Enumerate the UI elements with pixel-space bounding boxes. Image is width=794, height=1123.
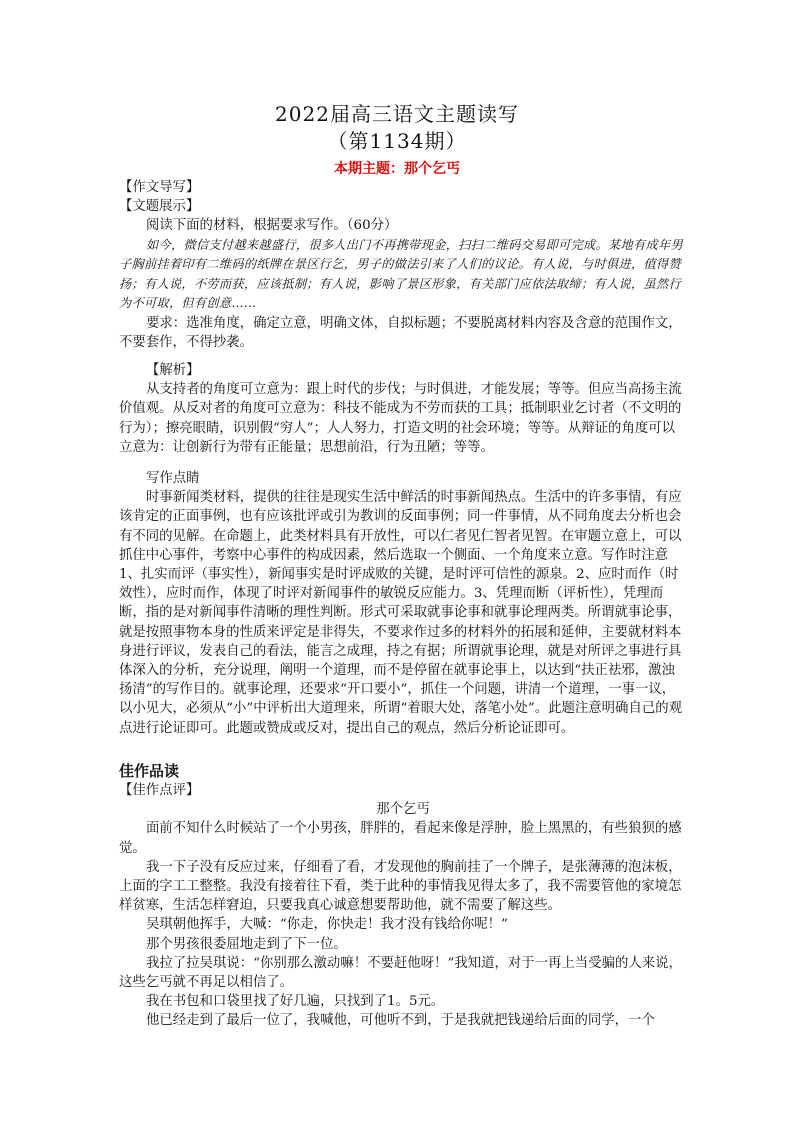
- writing-tips-text: 时事新闻类材料，提供的往往是现实生活中鲜活的时事新闻热点。生活中的许多事情，有应该肯定的正面事例，也有应该批评或引为教训的反面事例；同一件事情，从不同角度去分析也会有不同的见解。在命题上，此类材料具有开放性，可以仁者见仁智者见智。在审题立意上，可以抓住中心事件，考察中心事件的构成因素，然后选取一个侧面、一个角度来立意。写作时注意1、扎实而评（事实性），新闻事实是时评成败的关键，是时评可信性的源泉。2、应时而作（时效性），应时而作，体现了时评对新闻事件的敏锐反应能力。3、凭理而断（评析性），凭理而断，指的是对新闻事件清晰的理性判断。形式可采取就事论事和就事论理两类。所谓就事论事，就是按照事物本身的性质来评定是非得失，不要求作过多的材料外的拓展和延伸，主要就材料本身进行评议，发表自己的看法，能言之成理，持之有据；所谓就事论理，就是对所评之事进行具体深入的分析，充分说理，阐明一个道理，而不是停留在就事论事上，以达到“扶正祛邪，激浊扬清”的写作目的。就事论理，还要求“开口要小”，抓住一个问题，讲清一个道理，一事一议，以小见大，必须从“小”中评析出大道理来，所谓“着眼大处，落笔小处”。此题注意明确自己的观点进行论证即可。此题或赞成或反对，提出自己的观点，然后分析论证即可。: [119, 490, 683, 736]
- essay-paragraph: 我拉了拉吴琪说：“你别那么激动嘛！不要赶他呀！”我知道，对于一再上当受骗的人来说，这些乞丐就不再足以相信了。: [119, 955, 682, 991]
- section-tag-topic: 【文题展示】: [119, 199, 200, 215]
- prompt-material: 如今，微信支付越来越盛行，很多人出门不再携带现金，扫扫二维码交易即可完成。某地有成年男子胸前挂着印有二维码的纸牌在景区行乞，男子的做法引来了人们的议论。有人说，与时俱进，值得赞扬；有人说，不劳而获，应该抵制；有人说，影响了景区形象，有关部门应依法取缔；有人说，虽然行为不可取，但有创意……: [119, 237, 683, 311]
- issue-number: （第1134期）: [327, 129, 467, 153]
- essay-title: 那个乞丐: [376, 802, 430, 818]
- analysis-text: 从支持者的角度可立意为：跟上时代的步伐；与时俱进，才能发展；等等。但应当高扬主流价值观。从反对者的角度可立意为：科技不能成为不劳而获的工具；抵制职业乞讨者（不文明的行为）；擦亮眼睛，识别假“穷人”；人人努力，打造文明的社会环境；等等。从辩证的角度可以立意为：让创新行为带有正能量；思想前沿，行为丑陋；等等。: [119, 382, 682, 455]
- writing-tips-section: [119, 469, 687, 738]
- essay-paragraph: 他已经走到了最后一位了，我喊他，可他听不到，于是我就把钱递给后面的同学，一个: [146, 1013, 655, 1029]
- prompt-section: [119, 178, 687, 352]
- document-title: 2022届高三语文主题读写: [275, 102, 519, 126]
- analysis-tag: 【解析】: [146, 363, 200, 378]
- prompt-requirement: 要求：选准角度，确定立意，明确文体，自拟标题；不要脱离材料内容及含意的范围作文，不要套作，不得抄袭。: [119, 315, 682, 351]
- analysis-section: [119, 361, 687, 457]
- issue-theme: 本期主题：那个乞丐: [334, 161, 460, 177]
- essay-paragraph: 吴琪朝他挥手，大喊：“你走，你快走！我才没有钱给你呢！”: [146, 917, 508, 933]
- essay-paragraph: 我在书包和口袋里找了好几遍，只找到了1。5元。: [146, 994, 445, 1010]
- model-essay-section: [119, 761, 687, 1031]
- model-essay-heading: 佳作品读: [119, 762, 180, 780]
- prompt-instruction: 阅读下面的材料，根据要求写作。（60分）: [146, 218, 398, 234]
- essay-paragraph: 那个男孩很委屈地走到了下一位。: [146, 936, 347, 952]
- section-tag-guide: 【作文导写】: [119, 180, 200, 195]
- writing-tips-heading: 写作点睛: [146, 471, 200, 486]
- model-essay-tag: 【佳作点评】: [119, 783, 200, 798]
- essay-paragraph: 我一下子没有反应过来，仔细看了看，才发现他的胸前挂了一个牌子，是张薄薄的泡沫板，上面的字工工整整。我没有接着往下看，类于此种的事情我见得太多了，我不需要管他的家境怎样贫寒，生活怎样窘迫，只要我真心诚意想要帮助他，就不需要了解这些。: [119, 859, 682, 914]
- essay-paragraph: 面前不知什么时候站了一个小男孩，胖胖的，看起来像是浮肿，脸上黑黑的，有些狼狈的感觉。: [119, 821, 682, 856]
